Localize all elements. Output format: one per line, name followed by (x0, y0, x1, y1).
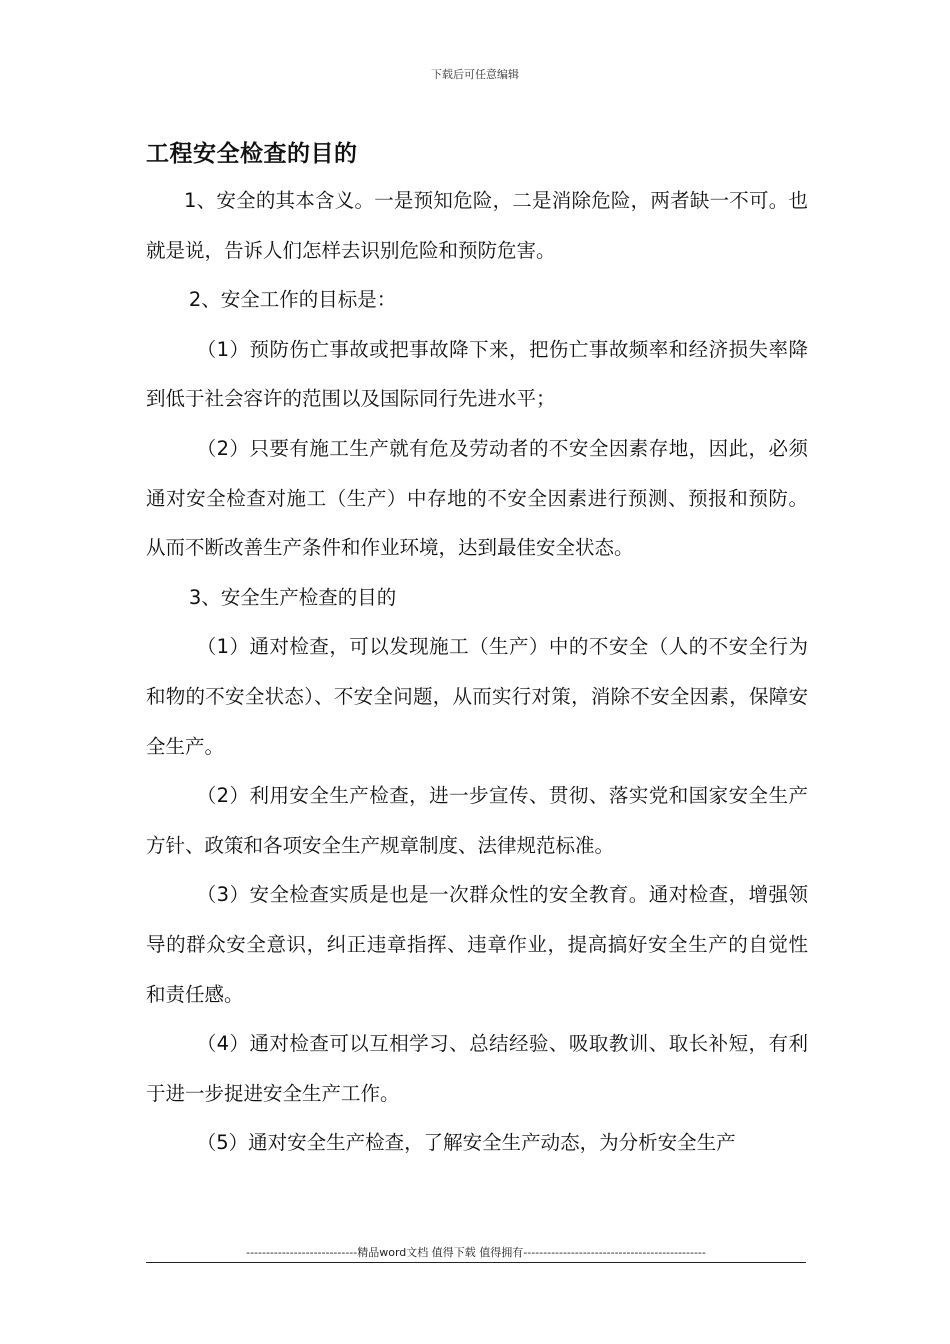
paragraph-6: （1）通对检查，可以发现施工（生产）中的不安全（人的不安全行为和物的不安全状态）、不安全问题，从而实行对策，消除不安全因素，保障安全生产。 (146, 635, 808, 758)
paragraph-3: （1）预防伤亡事故或把事故降下来，把伤亡事故频率和经济损失率降到低于社会容许的范围以及国际同行先进水平； (146, 337, 808, 411)
paragraph-8: （3）安全检查实质是也是一次群众性的安全教育。通对检查，增强领导的群众安全意识，纠正违章指挥、违章作业，提高搞好安全生产的自觉性和责任感。 (146, 883, 808, 1006)
document-title: 工程安全检查的目的 (146, 141, 358, 167)
paragraph-9: （4）通对检查可以互相学习、总结经验、吸取教训、取长补短，有利于进一步捉进安全生产工作。 (146, 1032, 808, 1105)
paragraph-4: （2）只要有施工生产就有危及劳动者的不安全因素存地，因此，必须通对安全检查对施工（生产）中存地的不安全因素进行预测、预报和预防。从而不断改善生产条件和作业环境，达到最佳安全状态。 (146, 436, 808, 560)
paragraph-1: 1、安全的其本含义。一是预知危险，二是消除危险，两者缺一不可。也就是说，告诉人们怎样去识别危险和预防危害。 (146, 189, 808, 262)
footer-note: ----------------------------精品word文档 值得下载 值得拥有---------------------------------------------- (246, 1246, 706, 1259)
header-note: 下载后可任意编辑 (431, 68, 519, 81)
document-body (146, 176, 808, 1168)
paragraph-2: 2、安全工作的目标是： (188, 288, 397, 312)
paragraph-7: （2）利用安全生产检查，进一步宣传、贯彻、落实党和国家安全生产方针、政策和各项安全生产规章制度、法律规范标准。 (146, 784, 808, 857)
footer-divider (146, 1262, 806, 1263)
paragraph-5: 3、安全生产检查的目的 (188, 585, 397, 609)
paragraph-10: （5）通对安全生产检查，了解安全生产动态，为分析安全生产 (196, 1131, 736, 1155)
